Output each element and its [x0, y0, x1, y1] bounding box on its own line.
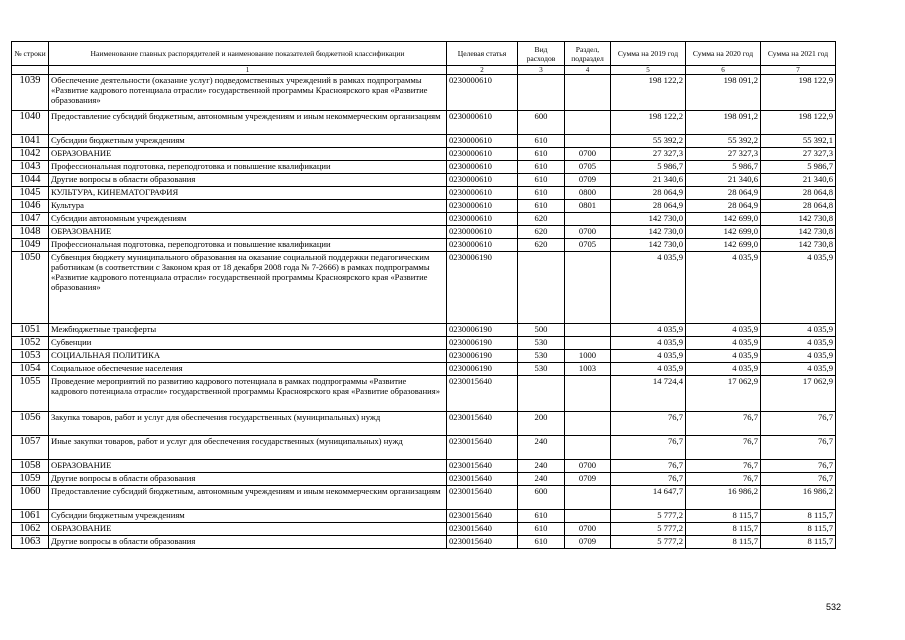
header-name: Наименование главных распорядителей и наименование показателей бюджетной классификации	[49, 42, 447, 66]
sum-2020: 55 392,2	[686, 135, 761, 148]
budget-table	[11, 41, 836, 549]
sum-2019: 55 392,2	[611, 135, 686, 148]
sum-2021: 76,7	[761, 412, 836, 436]
table-row	[12, 239, 836, 252]
column-number: 3	[518, 66, 565, 75]
sum-2020: 4 035,9	[686, 350, 761, 363]
column-number	[12, 66, 49, 75]
section-code	[565, 324, 611, 337]
sum-2020: 28 064,9	[686, 200, 761, 213]
expense-kind: 620	[518, 239, 565, 252]
row-name: Субсидии автономным учреждениям	[49, 213, 447, 226]
section-code	[565, 436, 611, 460]
target-code: 0230015640	[447, 486, 518, 510]
target-code: 0230000610	[447, 213, 518, 226]
table-row	[12, 412, 836, 436]
row-name: Межбюджетные трансферты	[49, 324, 447, 337]
row-number: 1044	[12, 174, 49, 187]
row-name: Профессиональная подготовка, переподготовка и повышение квалификации	[49, 161, 447, 174]
target-code: 0230015640	[447, 473, 518, 486]
target-code: 0230015640	[447, 460, 518, 473]
section-code: 0705	[565, 239, 611, 252]
sum-2019: 4 035,9	[611, 324, 686, 337]
row-name: СОЦИАЛЬНАЯ ПОЛИТИКА	[49, 350, 447, 363]
sum-2019: 142 730,0	[611, 226, 686, 239]
sum-2019: 4 035,9	[611, 337, 686, 350]
table-row	[12, 460, 836, 473]
header-section: Раздел, подраздел	[565, 42, 611, 66]
sum-2019: 28 064,9	[611, 200, 686, 213]
row-number: 1056	[12, 412, 49, 436]
sum-2020: 4 035,9	[686, 363, 761, 376]
sum-2019: 28 064,9	[611, 187, 686, 200]
row-name: Другие вопросы в области образования	[49, 174, 447, 187]
target-code: 0230015640	[447, 412, 518, 436]
table-row	[12, 486, 836, 510]
page-number: 532	[826, 602, 842, 612]
table-body	[12, 75, 836, 549]
sum-2019: 5 777,2	[611, 536, 686, 549]
target-code: 0230000610	[447, 187, 518, 200]
expense-kind: 530	[518, 363, 565, 376]
section-code	[565, 486, 611, 510]
section-code	[565, 111, 611, 135]
column-number: 6	[686, 66, 761, 75]
row-name: КУЛЬТУРА, КИНЕМАТОГРАФИЯ	[49, 187, 447, 200]
section-code	[565, 412, 611, 436]
sum-2020: 21 340,6	[686, 174, 761, 187]
target-code: 0230000610	[447, 174, 518, 187]
column-number: 1	[49, 66, 447, 75]
sum-2020: 4 035,9	[686, 337, 761, 350]
sum-2020: 142 699,0	[686, 213, 761, 226]
expense-kind: 610	[518, 200, 565, 213]
sum-2021: 4 035,9	[761, 252, 836, 324]
table-row	[12, 148, 836, 161]
column-number: 7	[761, 66, 836, 75]
column-number: 2	[447, 66, 518, 75]
header-kind: Вид расходов	[518, 42, 565, 66]
sum-2020: 27 327,3	[686, 148, 761, 161]
section-code: 1003	[565, 363, 611, 376]
column-number: 4	[565, 66, 611, 75]
table-row	[12, 161, 836, 174]
section-code: 0709	[565, 473, 611, 486]
table-row	[12, 523, 836, 536]
row-number: 1062	[12, 523, 49, 536]
expense-kind: 240	[518, 473, 565, 486]
sum-2021: 4 035,9	[761, 350, 836, 363]
target-code: 0230000610	[447, 161, 518, 174]
row-number: 1043	[12, 161, 49, 174]
section-code: 0700	[565, 523, 611, 536]
sum-2020: 17 062,9	[686, 376, 761, 412]
sum-2019: 5 777,2	[611, 523, 686, 536]
sum-2021: 76,7	[761, 473, 836, 486]
table-row	[12, 187, 836, 200]
row-name: Субсидии бюджетным учреждениям	[49, 510, 447, 523]
expense-kind: 610	[518, 148, 565, 161]
sum-2019: 198 122,2	[611, 111, 686, 135]
table-row	[12, 135, 836, 148]
expense-kind: 200	[518, 412, 565, 436]
table-row	[12, 174, 836, 187]
sum-2021: 198 122,9	[761, 75, 836, 111]
table-row	[12, 111, 836, 135]
section-code	[565, 376, 611, 412]
sum-2021: 8 115,7	[761, 510, 836, 523]
section-code: 0709	[565, 536, 611, 549]
row-number: 1053	[12, 350, 49, 363]
row-number: 1055	[12, 376, 49, 412]
sum-2020: 76,7	[686, 412, 761, 436]
table-row	[12, 376, 836, 412]
sum-2020: 76,7	[686, 460, 761, 473]
target-code: 0230015640	[447, 523, 518, 536]
row-number: 1058	[12, 460, 49, 473]
row-name: Субвенция бюджету муниципального образования на оказание социальной поддержки педагогическим работникам (в соответствии с Законом края от 18 декабря 2008 года № 7-2666) в рамках подпрограммы «Развитие кадрового потенциала отрасли» государственной программы Красноярского края «Развитие образования»	[49, 252, 447, 324]
expense-kind: 610	[518, 536, 565, 549]
row-name: Другие вопросы в области образования	[49, 536, 447, 549]
section-code: 0709	[565, 174, 611, 187]
sum-2019: 4 035,9	[611, 252, 686, 324]
sum-2020: 142 699,0	[686, 239, 761, 252]
sum-2019: 76,7	[611, 412, 686, 436]
column-number: 5	[611, 66, 686, 75]
header-row-no: № строки	[12, 42, 49, 66]
sum-2020: 5 986,7	[686, 161, 761, 174]
target-code: 0230006190	[447, 363, 518, 376]
sum-2020: 76,7	[686, 473, 761, 486]
target-code: 0230000610	[447, 239, 518, 252]
sum-2021: 21 340,6	[761, 174, 836, 187]
header-sum-2021: Сумма на 2021 год	[761, 42, 836, 66]
row-number: 1061	[12, 510, 49, 523]
row-number: 1048	[12, 226, 49, 239]
sum-2021: 8 115,7	[761, 536, 836, 549]
expense-kind: 530	[518, 337, 565, 350]
row-number: 1045	[12, 187, 49, 200]
sum-2019: 4 035,9	[611, 350, 686, 363]
row-name: ОБРАЗОВАНИЕ	[49, 148, 447, 161]
expense-kind: 600	[518, 486, 565, 510]
sum-2021: 142 730,8	[761, 213, 836, 226]
row-name: Предоставление субсидий бюджетным, автономным учреждениям и иным некоммерческим организациям	[49, 486, 447, 510]
expense-kind: 610	[518, 510, 565, 523]
expense-kind: 610	[518, 174, 565, 187]
row-name: Проведение мероприятий по развитию кадрового потенциала в рамках подпрограммы «Развитие кадрового потенциала отрасли» государственной программы Красноярского края «Развитие образования»	[49, 376, 447, 412]
expense-kind: 600	[518, 111, 565, 135]
table-row	[12, 350, 836, 363]
target-code: 0230000610	[447, 111, 518, 135]
column-number-row	[12, 66, 836, 75]
sum-2019: 14 724,4	[611, 376, 686, 412]
row-number: 1039	[12, 75, 49, 111]
table-row	[12, 436, 836, 460]
row-number: 1042	[12, 148, 49, 161]
target-code: 0230000610	[447, 148, 518, 161]
section-code: 0700	[565, 148, 611, 161]
row-name: Культура	[49, 200, 447, 213]
row-number: 1040	[12, 111, 49, 135]
table-row	[12, 200, 836, 213]
row-number: 1046	[12, 200, 49, 213]
sum-2020: 8 115,7	[686, 510, 761, 523]
sum-2020: 28 064,9	[686, 187, 761, 200]
section-code	[565, 75, 611, 111]
sum-2019: 21 340,6	[611, 174, 686, 187]
sum-2021: 17 062,9	[761, 376, 836, 412]
sum-2020: 198 091,2	[686, 111, 761, 135]
expense-kind: 620	[518, 226, 565, 239]
sum-2021: 142 730,8	[761, 239, 836, 252]
target-code: 0230000610	[447, 200, 518, 213]
table-row	[12, 324, 836, 337]
row-number: 1047	[12, 213, 49, 226]
target-code: 0230006190	[447, 252, 518, 324]
sum-2020: 8 115,7	[686, 523, 761, 536]
sum-2019: 14 647,7	[611, 486, 686, 510]
sum-2020: 76,7	[686, 436, 761, 460]
expense-kind	[518, 75, 565, 111]
section-code: 0800	[565, 187, 611, 200]
row-number: 1063	[12, 536, 49, 549]
sum-2020: 4 035,9	[686, 252, 761, 324]
sum-2021: 28 064,8	[761, 200, 836, 213]
table-row	[12, 536, 836, 549]
row-name: Предоставление субсидий бюджетным, автономным учреждениям и иным некоммерческим организациям	[49, 111, 447, 135]
sum-2020: 16 986,2	[686, 486, 761, 510]
table-row	[12, 363, 836, 376]
expense-kind: 240	[518, 460, 565, 473]
sum-2021: 76,7	[761, 436, 836, 460]
expense-kind: 500	[518, 324, 565, 337]
sum-2021: 4 035,9	[761, 363, 836, 376]
row-number: 1051	[12, 324, 49, 337]
sum-2021: 142 730,8	[761, 226, 836, 239]
target-code: 0230015640	[447, 536, 518, 549]
row-name: ОБРАЗОВАНИЕ	[49, 523, 447, 536]
section-code: 0705	[565, 161, 611, 174]
sum-2019: 4 035,9	[611, 363, 686, 376]
target-code: 0230015640	[447, 436, 518, 460]
row-number: 1050	[12, 252, 49, 324]
table-row	[12, 473, 836, 486]
row-number: 1052	[12, 337, 49, 350]
sum-2021: 55 392,1	[761, 135, 836, 148]
sum-2021: 28 064,8	[761, 187, 836, 200]
row-name: Обеспечение деятельности (оказание услуг) подведомственных учреждений в рамках подпрограммы «Развитие кадрового потенциала отрасли» государственной программы Красноярского края «Развитие образования»	[49, 75, 447, 111]
target-code: 0230000610	[447, 226, 518, 239]
row-name: Субсидии бюджетным учреждениям	[49, 135, 447, 148]
row-name: Закупка товаров, работ и услуг для обеспечения государственных (муниципальных) нужд	[49, 412, 447, 436]
row-name: Профессиональная подготовка, переподготовка и повышение квалификации	[49, 239, 447, 252]
target-code: 0230000610	[447, 75, 518, 111]
sum-2021: 4 035,9	[761, 324, 836, 337]
target-code: 0230006190	[447, 324, 518, 337]
row-name: Иные закупки товаров, работ и услуг для обеспечения государственных (муниципальных) нужд	[49, 436, 447, 460]
section-code	[565, 213, 611, 226]
header-target: Целевая статья	[447, 42, 518, 66]
section-code: 0801	[565, 200, 611, 213]
expense-kind: 240	[518, 436, 565, 460]
sum-2019: 5 777,2	[611, 510, 686, 523]
sum-2020: 4 035,9	[686, 324, 761, 337]
expense-kind: 620	[518, 213, 565, 226]
section-code	[565, 510, 611, 523]
table-row	[12, 252, 836, 324]
table-row	[12, 213, 836, 226]
row-name: ОБРАЗОВАНИЕ	[49, 460, 447, 473]
expense-kind: 610	[518, 523, 565, 536]
header-row	[12, 42, 836, 66]
expense-kind: 610	[518, 135, 565, 148]
row-name: Социальное обеспечение населения	[49, 363, 447, 376]
row-number: 1049	[12, 239, 49, 252]
row-number: 1054	[12, 363, 49, 376]
section-code	[565, 135, 611, 148]
row-number: 1059	[12, 473, 49, 486]
target-code: 0230015640	[447, 376, 518, 412]
sum-2019: 76,7	[611, 473, 686, 486]
expense-kind: 610	[518, 161, 565, 174]
sum-2021: 27 327,3	[761, 148, 836, 161]
sum-2021: 4 035,9	[761, 337, 836, 350]
expense-kind: 530	[518, 350, 565, 363]
header-sum-2020: Сумма на 2020 год	[686, 42, 761, 66]
sum-2019: 142 730,0	[611, 213, 686, 226]
row-number: 1057	[12, 436, 49, 460]
expense-kind: 610	[518, 187, 565, 200]
sum-2020: 8 115,7	[686, 536, 761, 549]
section-code	[565, 252, 611, 324]
table-row	[12, 226, 836, 239]
sum-2019: 198 122,2	[611, 75, 686, 111]
table-row	[12, 75, 836, 111]
row-name: Другие вопросы в области образования	[49, 473, 447, 486]
sum-2021: 198 122,9	[761, 111, 836, 135]
sum-2021: 8 115,7	[761, 523, 836, 536]
sum-2021: 16 986,2	[761, 486, 836, 510]
target-code: 0230006190	[447, 337, 518, 350]
sum-2019: 76,7	[611, 460, 686, 473]
sum-2019: 5 986,7	[611, 161, 686, 174]
sum-2020: 198 091,2	[686, 75, 761, 111]
section-code	[565, 337, 611, 350]
sum-2021: 5 986,7	[761, 161, 836, 174]
row-number: 1041	[12, 135, 49, 148]
section-code: 0700	[565, 226, 611, 239]
row-name: Субвенции	[49, 337, 447, 350]
expense-kind	[518, 376, 565, 412]
target-code: 0230015640	[447, 510, 518, 523]
section-code: 1000	[565, 350, 611, 363]
row-name: ОБРАЗОВАНИЕ	[49, 226, 447, 239]
expense-kind	[518, 252, 565, 324]
sum-2020: 142 699,0	[686, 226, 761, 239]
section-code: 0700	[565, 460, 611, 473]
target-code: 0230006190	[447, 350, 518, 363]
row-number: 1060	[12, 486, 49, 510]
table-row	[12, 337, 836, 350]
header-sum-2019: Сумма на 2019 год	[611, 42, 686, 66]
table-row	[12, 510, 836, 523]
sum-2019: 142 730,0	[611, 239, 686, 252]
target-code: 0230000610	[447, 135, 518, 148]
sum-2019: 76,7	[611, 436, 686, 460]
sum-2021: 76,7	[761, 460, 836, 473]
sum-2019: 27 327,3	[611, 148, 686, 161]
